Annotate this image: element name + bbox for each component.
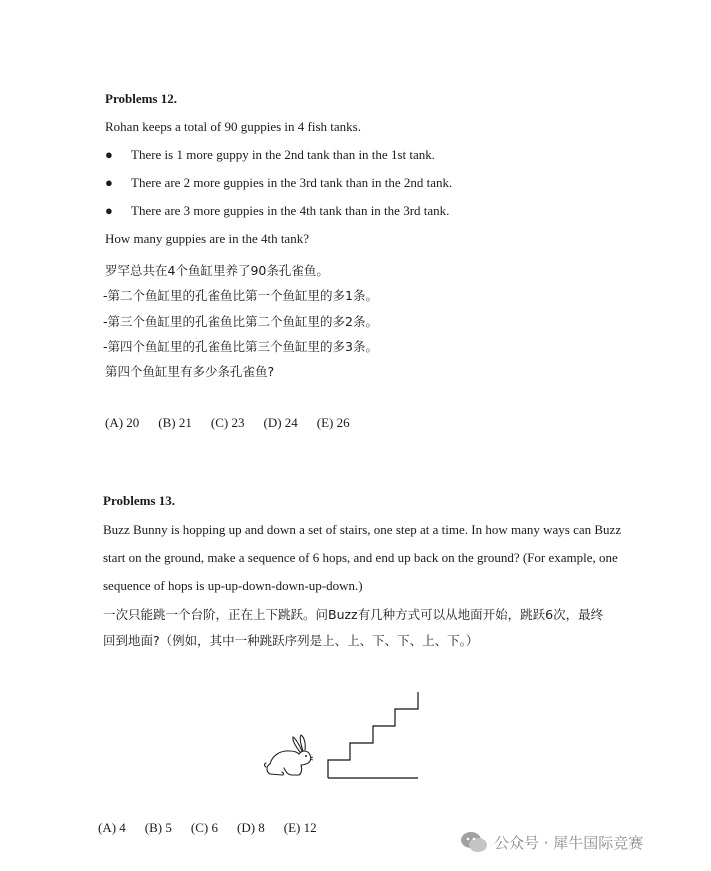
problem-13-zh-line-1: 一次只能跳一个台阶，正在上下跳跃。问Buzz有几种方式可以从地面开始，跳跃6次，最终 [103, 607, 604, 622]
problem-12-question: How many guppies are in the 4th tank? [105, 231, 309, 246]
watermark [460, 828, 643, 856]
choice-c: (C) 6 [190, 820, 218, 835]
problem-12-bullet-1: There is 1 more guppy in the 2nd tank than in the 1st tank. [131, 147, 435, 162]
problem-13-en-line-3: sequence of hops is up-up-down-down-up-down.) [103, 578, 363, 593]
wechat-icon [460, 830, 488, 854]
bullet-icon: ● [105, 147, 113, 162]
watermark-text: 公众号 · 犀牛国际竞赛 [494, 833, 644, 852]
problem-12-zh-line-5: 第四个鱼缸里有多少条孔雀鱼? [105, 364, 275, 379]
choice-b: (B) 21 [158, 415, 192, 430]
choice-c: (C) 23 [210, 415, 245, 430]
choice-b: (B) 5 [144, 820, 172, 835]
problem-13-choices [98, 820, 336, 836]
problem-12-zh-line-3: -第三个鱼缸里的孔雀鱼比第二个鱼缸里的多2条。 [103, 314, 378, 329]
choice-a: (A) 4 [98, 820, 126, 835]
choice-e: (E) 12 [283, 820, 317, 835]
choice-a: (A) 20 [105, 415, 140, 430]
problem-12-bullet-3: There are 3 more guppies in the 4th tank than in the 3rd tank. [131, 203, 450, 218]
problem-13-zh-line-2: 回到地面?（例如，其中一种跳跃序列是上、上、下、下、上、下。） [103, 633, 479, 648]
problem-13-title: Problems 13. [103, 493, 175, 508]
problem-13-en-line-2: start on the ground, make a sequence of 6 hops, and end up back on the ground? (For example, one [103, 550, 618, 565]
problem-12-zh-line-4: -第四个鱼缸里的孔雀鱼比第三个鱼缸里的多3条。 [103, 339, 378, 354]
stairs-diagram [325, 690, 421, 780]
bullet-icon: ● [105, 175, 113, 190]
bunny-icon [262, 734, 318, 780]
problem-12-zh-line-1: 罗罕总共在4个鱼缸里养了90条孔雀鱼。 [105, 263, 329, 278]
choice-d: (D) 8 [236, 820, 265, 835]
problem-12-bullet-2: There are 2 more guppies in the 3rd tank than in the 2nd tank. [131, 175, 453, 190]
problem-12-intro: Rohan keeps a total of 90 guppies in 4 fish tanks. [105, 119, 361, 134]
choice-e: (E) 26 [316, 415, 350, 430]
problem-13-en-line-1: Buzz Bunny is hopping up and down a set of stairs, one step at a time. In how many ways can Buzz [103, 522, 622, 537]
choice-d: (D) 24 [263, 415, 298, 430]
problem-12-title: Problems 12. [105, 91, 177, 106]
bullet-icon: ● [105, 203, 113, 218]
problem-12-zh-line-2: -第二个鱼缸里的孔雀鱼比第一个鱼缸里的多1条。 [103, 288, 378, 303]
problem-12-choices [105, 415, 369, 431]
